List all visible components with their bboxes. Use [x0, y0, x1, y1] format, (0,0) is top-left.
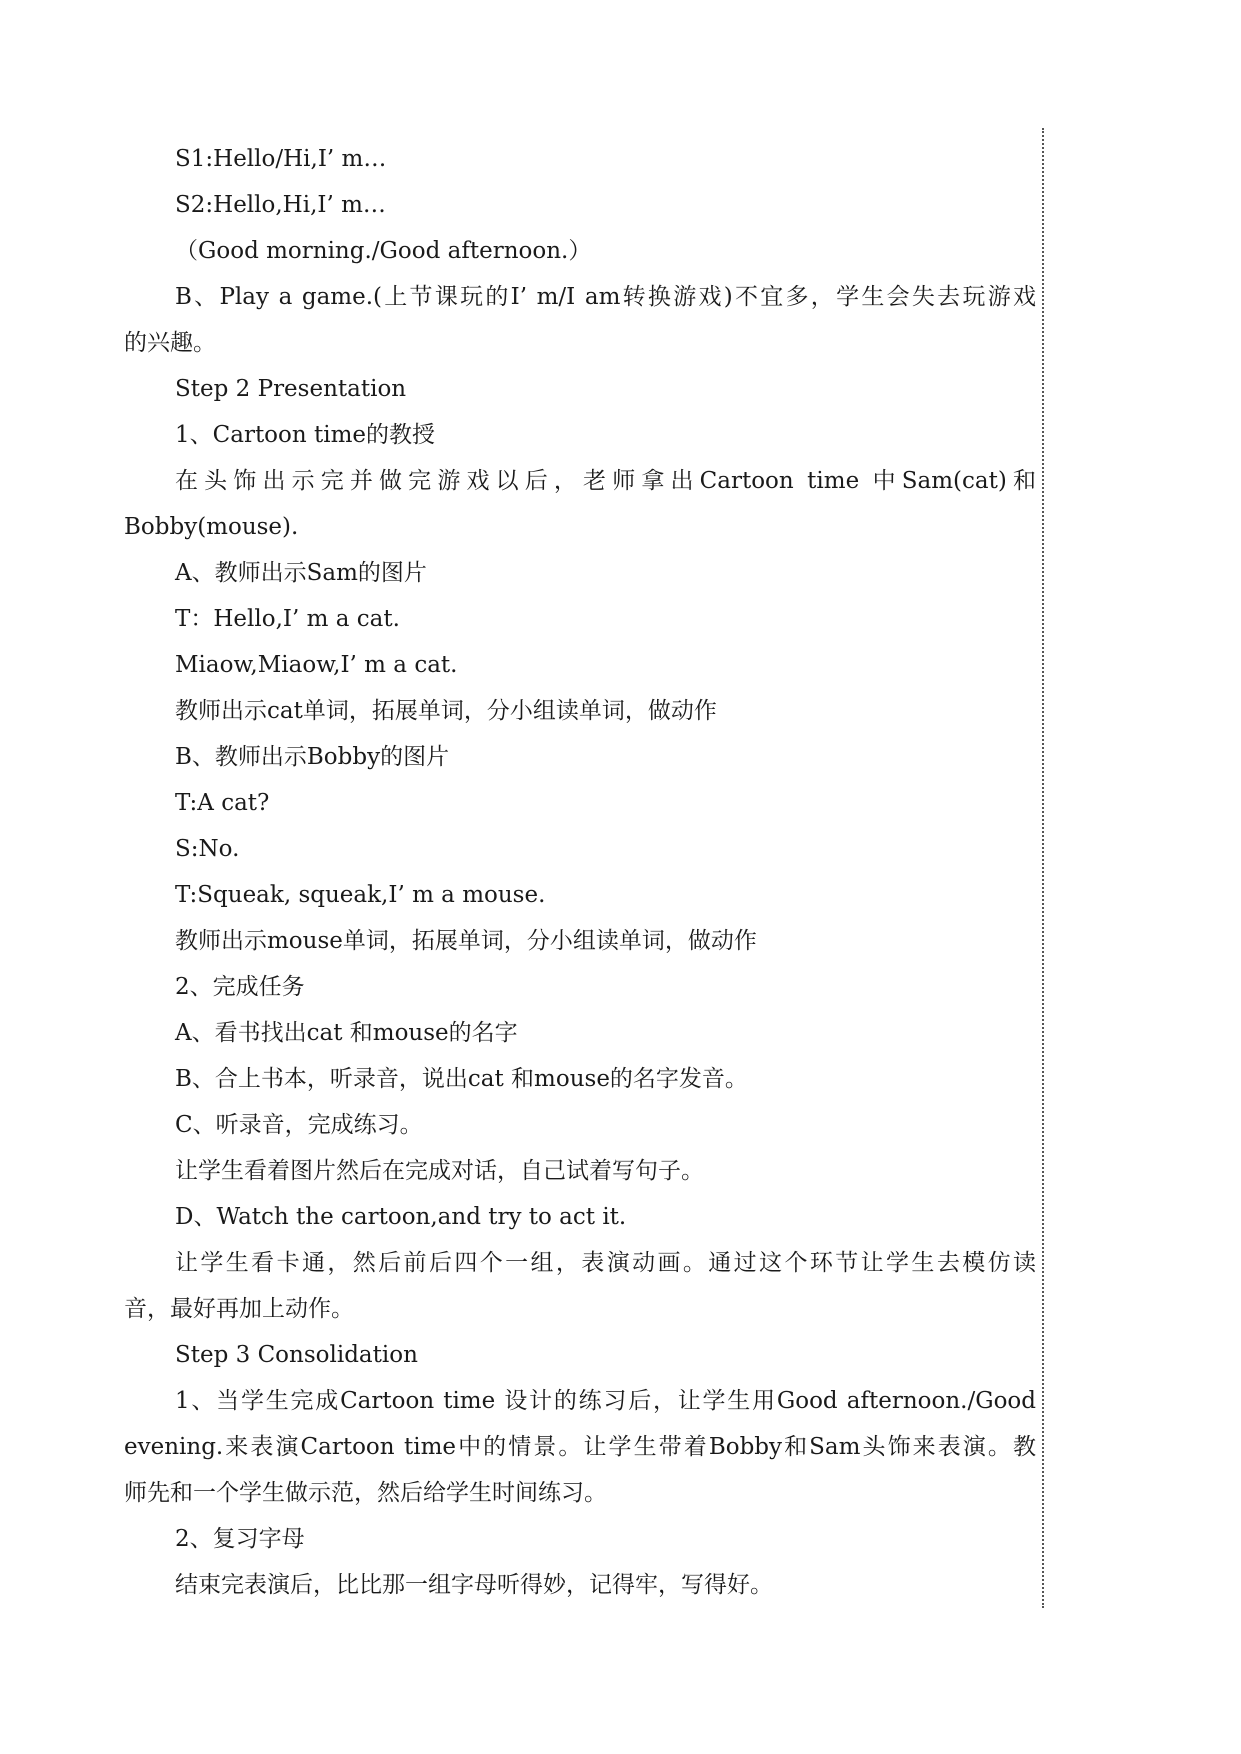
text-line: T:Squeak, squeak,I’ m a mouse. [175, 882, 546, 908]
text-line: 音，最好再加上动作。 [124, 1296, 354, 1322]
body-text [124, 140, 1036, 1612]
text-line: 的兴趣。 [124, 330, 216, 356]
text-line: 教师出示cat单词，拓展单词，分小组读单词，做动作 [175, 698, 717, 724]
text-line: 2、完成任务 [175, 974, 305, 1000]
text-line: T:A cat? [175, 790, 270, 816]
text-line: S1:Hello/Hi,I’ m… [175, 146, 387, 172]
text-line: 2、复习字母 [175, 1526, 305, 1552]
text-line: C、听录音，完成练习。 [175, 1112, 423, 1138]
margin-dotted-border [1042, 128, 1044, 1608]
text-line: evening.来表演Cartoon time中的情景。让学生带着Bobby和Sam头饰来表演。教 [124, 1434, 1036, 1460]
section-heading: Step 2 Presentation [175, 376, 407, 402]
text-line: 1、Cartoon time的教授 [175, 422, 436, 448]
text-line: 教师出示mouse单词，拓展单词，分小组读单词，做动作 [175, 928, 757, 954]
section-heading: Step 3 Consolidation [175, 1342, 418, 1368]
text-line: D、Watch the cartoon,and try to act it. [175, 1204, 627, 1230]
text-line: 师先和一个学生做示范，然后给学生时间练习。 [124, 1480, 607, 1506]
text-line: Bobby(mouse). [124, 514, 299, 540]
text-line: 让学生看着图片然后在完成对话，自己试着写句子。 [175, 1158, 704, 1184]
text-line: 在头饰出示完并做完游戏以后，老师拿出Cartoon time 中Sam(cat)和 [175, 468, 1036, 494]
text-line: S2:Hello,Hi,I’ m… [175, 192, 386, 218]
text-line: A、教师出示Sam的图片 [175, 560, 427, 586]
text-line: B、教师出示Bobby的图片 [175, 744, 450, 770]
text-line: 结束完表演后，比比那一组字母听得妙，记得牢，写得好。 [175, 1572, 773, 1598]
text-line: 1、当学生完成Cartoon time 设计的练习后，让学生用Good afternoon./Good [175, 1388, 1036, 1414]
text-line: （Good morning./Good afternoon.） [175, 238, 592, 264]
text-line: B、Play a game.(上节课玩的I’ m/I am转换游戏)不宜多，学生会失去玩游戏 [175, 284, 1036, 310]
text-line: 让学生看卡通，然后前后四个一组，表演动画。通过这个环节让学生去模仿读 [175, 1250, 1036, 1276]
text-line: S:No. [175, 836, 240, 862]
text-line: Miaow,Miaow,I’ m a cat. [175, 652, 458, 678]
text-line: B、合上书本，听录音，说出cat 和mouse的名字发音。 [175, 1066, 748, 1092]
text-line: T：Hello,I’ m a cat. [175, 606, 400, 632]
text-line: A、看书找出cat 和mouse的名字 [175, 1020, 518, 1046]
